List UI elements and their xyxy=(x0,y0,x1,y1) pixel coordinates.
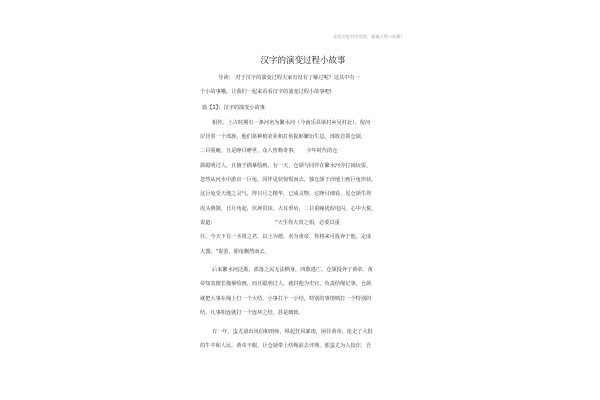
paragraph-line: 后来繁水河泛滥，部落之民无法栖身，四散逃亡。仓颉投奔了黄帝。黄 xyxy=(212,267,373,273)
paragraph-line: 就把大事在绳上打一个大结，小事打个一小结，特别的事情则打一个特别的 xyxy=(200,296,372,302)
paragraph-line: 任。今天下有一圣贤之君，以土为德，名为黄帝，你将来可投奔于他，定成 xyxy=(200,234,372,240)
paragraph-line: 岸居着一个部族，他们靠种植农业和打鱼捉虾繁衍生息。部族首领仓颉， xyxy=(200,134,367,140)
watermark-text: 希望对您有所帮助，谢谢点赞与收藏! xyxy=(333,34,402,39)
paragraph-line: 颉聪明过人，且擅于描摹绘画。有一天，仓颉与同伴在繁水河旁打闹玩耍。 xyxy=(200,163,372,169)
paragraph-line: 帝知其擅长描摹绘画，而且聪明过人，就封他为史官，负责结绳记事。仓颉 xyxy=(200,281,372,287)
paragraph-line: 的牛羊和人民。黄帝不服，让仓颉带上结绳前去评理。那蚩尤为人狡诈，吾 xyxy=(200,343,372,349)
paragraph-line: 大器。"说罢，那龟飘然而去。 xyxy=(200,249,270,255)
paragraph-line: 个小故事哦，让我们一起来看看汉字的演变过程小故事吧! xyxy=(200,89,332,95)
paragraph-line: 相传，上古时期有一条河名为繁水河（今南乐县梁村乡吴村北），倪河 xyxy=(212,120,371,126)
paragraph-line: 虎头燕颔，日月角起，伏犀贯顶，大耳垂肩，二目重瞳犹似电闪，心中大悦， xyxy=(200,206,377,212)
document-page xyxy=(200,14,406,400)
paragraph-line: 说道： "天生你大贵之相，必委以重 xyxy=(200,220,340,226)
paragraph-line: 结。凡事相连就打一个连环之结，甚是细致。 xyxy=(200,310,304,316)
paragraph-line: 这巨龟受天地之灵气，得日月之精华，已成灵物。它睁目细看，见仓颉生得 xyxy=(200,191,372,197)
paragraph-line: 二目重瞳，且是睁目睁世，众人皆称奇事。 少年时代的仓 xyxy=(200,148,338,154)
paragraph-line: 有一年，蚩尤请出风伯和雨师，纵起狂风暴雨，困住黄帝，抢走了大批 xyxy=(212,329,373,335)
paragraph-line: 忽然从河水中游出一巨龟，同伴见状惊慌而去，独仓颉于沙地上画巨龟形状。 xyxy=(200,177,377,183)
paragraph-line: 导读: 对于汉字的演变过程大家有没有了解过呢？这其中有一 xyxy=(218,75,360,81)
section-heading: 篇【1】：汉字的演变小故事 xyxy=(202,105,265,111)
document-title: 汉字的演变过程小故事 xyxy=(260,56,346,66)
